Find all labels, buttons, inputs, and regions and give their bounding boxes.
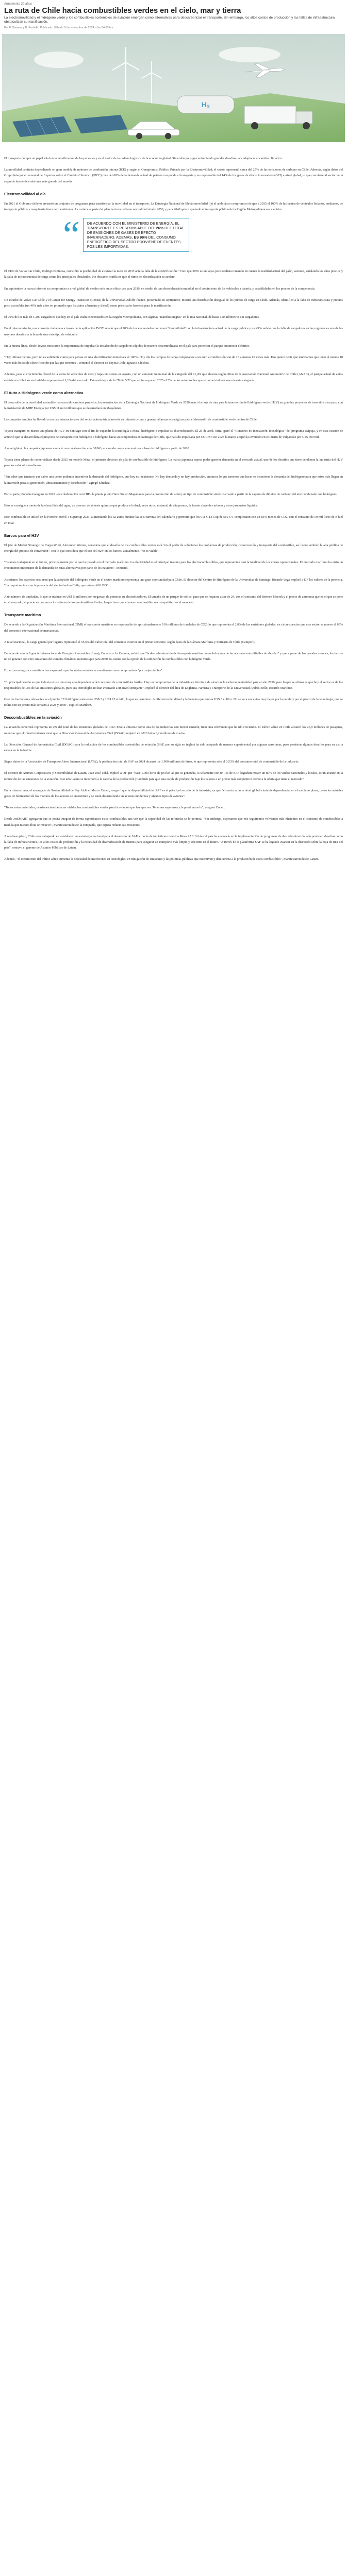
quote-highlight-1: 26% [156,226,164,231]
section-heading: Transporte marítimo [4,613,41,618]
paragraph: El 70% de los más de 1.200 cargadores que hay en el país están concentrados en la Región Metropolitana, con algunas "manchas negras" en la ruta nacional, de hasta 150 kilómetros sin cargadores. [4,315,260,319]
paragraph: "Hay infraestructura, pero no es suficiente como para pensar en una electrificación inmediata al 100%. Hoy día los tiempos de carga comparados a un auto a combustión son de 10 a menos 10 veces más. Eso quiere decir que tendríamos que tener al menos 10 veces más bocas de electrificación que las que tenemos", comentó el director de Toyota Chile, Ignacio Sánchez. [4,355,343,365]
paragraph: Este combustible se utilizó en la Porsche Mobil 1 Supercup 2023, alimentando los 32 autos durante las seis carreras del calendario y permitió que los 911 GT3 Cup de 510 CV completaran con un 85% menos de CO2, con el consumo de 50 mil litros de e-fuel en total. [4,515,343,525]
paragraph: En 2021 el Gobierno chileno presentó un conjunto de programas para transformar la movilidad en el transporte. La Estrategia Nacional de Electromovilidad fijó el ambicioso compromiso de que a 2035 el 100% de las ventas de vehículos livianos, medianos, de transporte público y maquinaria fuera cero emisiones. La cartera es parte del plan hacia la carbono neutralidad al año 2050, y para 2040 quiere que todo el transporte público de la Región Metropolitana sea eléctrico. [4,201,343,212]
paragraph: Esto se consigue a través de la electrólisis del agua, un proceso de síntesis químico que produce el e-fuel, entre otros, metanol, de alta pureza, la fuente clave de carbono y otros productos líquidos. [4,504,258,508]
quote-text-middle: DEL TOTAL DE EMISIONES DE GASES DE EFECTO INVERNADERO. ADEMÁS, [87,226,184,240]
paragraph: Expertos en logística marítima han expresado que las metas actuales se mantienen como compromisos "poco ejecutables". [4,669,163,673]
paragraph: Toyota inauguró en marzo una planta de H2V en Santiago con el fin de expandir la tecnología a Mirai, hidrógeno e impulsar su diversificación. El 25 de abril, Mirai ganó el "Concurso de Innovación Tecnológica" del programa eMpuja, y en esta ocasión se anunció que se desarrollará el proyecto de transporte con hidrógeno e hidrógeno hacia su competidora en Santiago de Chile, que ha sido impulsada por CORFO. En 2023 la marca aceptó la inversión en el Puerto de Valparaíso por US$ 700 mil. [4,429,343,439]
paragraph: Según datos de la Asociación de Transporte Aéreo Internacional (IATA), la producción total de SAF en 2024 alcanzó los 1.900 millones de litros, lo que representa sólo el 0,53% del consumo total de combustible de la industria. [4,760,299,764]
article-lead: La electromovilidad y el hidrógeno verde y los combustibles sostenibles de aviación emergen como alternativas para descarbonizar el transporte. Sin embargo, los altos costos de producción y las fallas de infraestructura obstaculizan su masificación. [4,16,335,24]
svg-text:H₂: H₂ [201,100,210,109]
paragraph: A nivel global, la compañía japonesa anunció una colaboración con BMW para vender autos con motores a base de hidrógeno a partir de 2028. [4,446,190,450]
paragraph: De acuerdo a la Organización Marítima Internacional (OMI) el transporte marítimo es responsable de aproximadamente 910 millones de toneladas de CO2, lo que representa el 2,8% de las emisiones globales, en circunstancias que este sector se mueve el 80% del comercio internacional de mercancías. [4,623,343,633]
hydrogen-tank-icon [177,96,234,113]
paragraph: El transporte cumple un papel vital en la movilización de las personas y es el motor de la cadena logística de la economía global. Sin embargo, sigue enfrentando grandes desafíos para adaptarse al cambio climático. [4,157,283,160]
paragraph: La aviación comercial representa un 2% del total de las emisiones globales de CO2. Pese a ubicarse como una de las industrias con menor emisión, tiene una relevancia que ha ido creciendo. El tráfico aéreo en Chile alcanzó los 26,9 millones de pasajeros, mientras que el tránsito internacional que la Dirección General de Aeronáutica Civil (DGAC) registró en 2023 hubo 6,2 millones de vuelos. [4,725,343,735]
paragraph: A nivel nacional, la carga general por lugares representó el 55,6% del valor total del comercio exterior en el primer semestre, según datos de la Cámara Marítima y Portuaria de Chile (Camport). [4,640,256,644]
paragraph: La Dirección General de Aeronáutica Civil (DGAC) para la reducción de los combustibles sostenibles de aviación (SAF, por su sigla en inglés) ha sido adoptada de manera experimental por algunas aerolíneas, pero persisten algunos desafíos para su uso a escala en la industria. [4,742,343,752]
section-heading: El Auto a Hidrógeno verde como alternativa [4,390,84,395]
paragraph: En la misma línea, el encargado de Sostenibilidad de Sky Airline, Marco Cuneo, aseguró que la disponibilidad del SAF es el principal escollo de la industria, ya que "el sector atrae a nivel global cierta de dependencia, en el mediano plazo, como los actuales gases de fabricación de los motores de los aviones se encuentran y se están desarrollando en aviones modernos y algunos tipos de aviones". [4,788,343,798]
quote-text-before: DE ACUERDO CON EL MINISTERIO DE ENERGÍA, EL TRANSPORTE ES RESPONSABLE DEL [87,221,179,231]
paragraph: "Todos estos materiales, ocasiones tendrán a ser viables los combustibles verdes para la aviación que hay que ver. Tenemos esperanza y le pondremos fe", aseguró Cuneo. [4,806,225,810]
article-container [2,3,345,876]
quote-mark-icon: “ [63,214,80,257]
paragraph: El director de Asuntos Corporativos y Sostenibilidad de Latam, Juan José Tohá, explicó a DF que "hace 1.000 litros de jet fuel al que se generaba, si solamente con un 1% de SAF lograban mover un 80% de los vuelos nacionales y locales, es un avance en la reducción de las emisiones de la aviación. Este año Latam se incorporó a la cadena de la producción y también para que esta escala de producción baje los valores a un precio más competitivo frente a la oferta que tiene el mercado". [4,771,343,781]
paragraph: Toyota tiene planes de comercializar desde 2025 su modelo Mirai, el primero eléctrico de pila de combustible de hidrógeno. La marca japonesa espera poder generar demanda en el mercado actual, uno de los desafíos que tiene pendiente la industria del H2V para los vehículos medianos. [4,458,343,468]
paragraph: En el mismo estudio, una consulta ciudadana a través de la aplicación IVOY reveló que el 70% de los encuestados no tienen "tranquilidad" con la infraestructura actual de la carga pública y un 45% señaló que la falta de cargadores en las regiones es una de las mayores desafíos a la hora de usar este tipo de vehículos. [4,327,343,336]
paragraph: Otro de los factores relevantes es el precio. "El hidrógeno está entre US$ 3 y US$ 15 el kilo, lo que es cuantioso. A diferencia del diésel y la bencina que cuesta US$ 3 el litro. No se ve a sus autos muy bajos por la escala y por el precio de la tecnología, que se reúne con un precio más cercano a 2028 y 2030", explicó Martínez. [4,697,343,707]
hero-illustration [2,34,345,142]
quote-highlight-2: ES 99% [134,235,147,240]
paragraph: Desde JetSMART agregaron que se podrá integrar de forma significativa estos combustibles una vez que la capacidad de las refinerías se lo permita. "Sin embargo, esperamos que nos seguiremos volviendo más eficientes en el consumo de combustibles a medida que nuestra flota se renueve", manifestaron desde la compañía, que espera reducir sus emisiones. [4,817,343,827]
paragraph: El jefe de Market Strategic de Cargo Wind, Alexander Werner, considera que el desafío de los combustibles verdes está "en el poder de solucionar los problemas de producción, conservación y transporte del combustible, así como también la alta pérdida de energía del proceso de conversión", con lo que considera que el uso del H2V en los barcos, actualmente, "no es viable". [4,543,343,553]
paragraph: Asimismo, los expertos sostienen que la adopción del hidrógeno verde en el sector marítimo representa una gran oportunidad para Chile. El director del Centro de Hidrógeno de la Universidad de Santiago, Ricardo Vega, explicó a DF los valores de la potencia. "La importancia es ser la potencia del electrofuel en Chile, que está en 60 USD". [4,578,343,587]
paragraph: "El principal desafío es que todavía existe una muy alta dependencia del consumo de combustibles fósiles. Hay un compromiso de la industria en términos de alcanzar la carbono neutralidad para el año 2050, pero lo que se afirma es que hoy el sector es de los responsables del 3% de las emisiones globales, pues sus tecnologías no han avanzado a un nivel semejante", explicó el director del área de Logística, Naviera y Transporte de la Universidad Andrés Bello, Ricardo Martínez. [4,680,343,690]
pull-quote-box [83,218,189,252]
quote-text-after: DEL CONSUMO ENERGÉTICO DEL SECTOR PROVIENE DE FUENTES FÓSILES IMPORTADAS. [87,235,181,249]
paragraph: A un número de toneladas, lo que se traduce en US$ 5 millones por megawatt de potencia en electrolizadores. El tamaño de un parque de eólico, para que se requiera a ser de 24, con el consumo del Bremen Maersk y el precio de ammonia que en el que se pone en el mercado, el precio es cercano a los valores de los combustibles fósiles, lo que hace que el nuevo combustible sea competitivo en el mercado. [4,595,343,605]
paragraph: "Estamos trabajando en el futuro, principalmente por lo que he pasado en el mercado marítimo. La electricidad es el principal insumo para los electrocombustibles, que representan casi la totalidad de los costos operacionales. El mercado marítimo ha visto un crecimiento importante de la demanda de estas alternativas por parte de los navieros", comentó. [4,561,343,570]
paragraph: La compañía también ha llevado a marcas internacionales del sector automotriz a invertir en infraestructura y generar alianzas estratégicas para el desarrollo de combustible verde dentro de Chile. [4,418,258,422]
section-heading: Electromovilidad al día [4,191,46,196]
paragraph: En la misma línea, desde Toyota mostraron la importancia de impulsar la instalación de cargadores rápidos de manera descentralizada en el país para potenciar el parque automotor eléctrico. [4,344,250,348]
section-label[interactable]: Armamento 30 años [4,3,32,6]
section-heading: Barcos para el H2V [4,533,39,538]
paragraph: Por su parte, Porsche inauguró en 2022 –en colaboración con HIF– la planta piloto Haru Oni en Magallanes para la producción de e-fuel, un tipo de combustible sintético creado a partir de la captura de dióxido de carbono del aire combinado con hidrógeno. [4,492,338,496]
paragraph: De acuerdo con la Agencia Internacional de Energías Renovables (Irena), Francisco La Camera, señaló que "la descarbonización del transporte marítimo mundial es una de las acciones más difíciles de abordar" y que a pesar de los grandes avances, los barcos no se generan con cero emisiones del cambio climático, mientras que para 2050 no cuenta con la opción de la utilización de combustibles con hidrógeno verde. [4,651,343,662]
paragraph: Además, pese al crecimiento récord de la venta de vehículos de cero y bajas emisiones en agosto, con un aumento interanual de la categoría del 91,4% que alcanza según cifras de la Asociación Nacional Automotriz de Chile (ANAC), el parque actual de autos eléctricos e híbridos enchufables representa el 1,1% del mercado. Esto está lejos de la "Meta 5/5" que aspira a que en 2025 el 5% de los automóviles que se comercializan sean de esta categoría. [4,372,343,382]
paragraph: A mediano plazo, Chile está trabajando en establecer una estrategia nacional para el desarrollo de SAF a través de iniciativas como La Mesa SAF. Si bien el país ha avanzado en la implementación de programas de descarbonización, aún persisten desafíos como la falta de infraestructura, los altos costos de producción y la necesidad de diversificación de fuentes para asegurar un transporte más limpio y eficiente en el futuro. "A través de la plataforma SAF se ha logrado avanzar en la discusión sobre la hoja de ruta del país", sostuvo el gerente de Asuntos Públicos de Latam. [4,834,343,850]
paragraph: En septiembre la marca informó su compromiso a nivel global de vender solo autos eléctricos para 2030, en medio de una desaceleración mundial en el crecimiento de los vehículos a batería, y estabilidades en los precios de la competencia. [4,286,316,291]
hero-image [2,34,345,142]
paragraph: Además, "el crecimiento del tráfico aéreo aumenta la necesidad de inversiones en tecnologías, en mitigación de emisiones y las políticas públicas que incentiven y den certeza a la producción de estos combustibles", manifestaron desde Latam. [4,857,319,861]
article-title: La ruta de Chile hacia combustibles verdes en el cielo, mar y tierra [4,7,241,15]
paragraph: La movilidad continúa dependiendo en gran medida de motores de combustión interna (ICE) y según el Compromiso Público Privado por la Electromovilidad, el sector representó cerca del 25% de las emisiones de carbono en Chile. Además, según datos del Grupo Intergubernamental de Expertos sobre el Cambio Climático (IPCC) más del 60% de la demanda actual de petróleo responde al transporte y es responsable del 14% de los gases de efecto invernadero (GEI) a nivel global, lo que convierte al sector en la segunda fuente de emisiones más grande del mundo. [4,168,343,183]
pull-quote [63,214,343,257]
article-byline: Por F. Stevens y B. Ilsabelli | Publicado: Sábado 9 de noviembre de 2024 a las 04:00 hrs. [4,26,114,29]
paragraph: El CEO de Volvo Car Chile, Rodrigo Espinosa, coincidió la posibilidad de alcanzar la meta de 2035 ante la falta de la electrificación. "Creo que 2035 es un lapso poco realista tomando en cuenta la realidad actual del país", sostuvo, señalando los altos precios y la falta de infraestructura de carga como los principales obstáculos. No obstante, confía en que el ritmo de electrificación se acelere. [4,269,343,279]
paragraph: "Sin saber que tenemos que saber una cómo podemos incentivar la demanda del hidrógeno, que hoy es inexistente. No hay demanda y no hay producción, entonces lo que tenemos que hacer es incentivar la demanda del hidrógeno para que estos más llegan en la inversión para su generación, almacenamiento y distribución", agregó Sánchez. [4,475,343,485]
paragraph: Un estudio de Volvo Car Chile y el Center for Energy Transition (Centra) de la Universidad Adolfo Ibáñez, presentado en septiembre, mostró una distribución desigual de los puntos de carga en Chile. Además, identificó a la falta de infraestructura y precios poco accesibles (un 46% más altos en promedio que los autos a bencina y diésel) como principales barreras para la masificación. [4,298,343,308]
paragraph: El desarrollo de la movilidad sostenible ha recorrido caminos paralelos; la presentación de la Estrategia Nacional de Hidrógeno Verde en 2020 marcó la hoja de ruta para la innovación del hidrógeno verde (H2V) en grandes proyectos de inversión a un país, con la instalación de MHP Energía por US$ 11 mil millones que se desarrollará en Magallanes. [4,400,343,411]
section-heading: Descombustibles en la aviación [4,715,62,720]
